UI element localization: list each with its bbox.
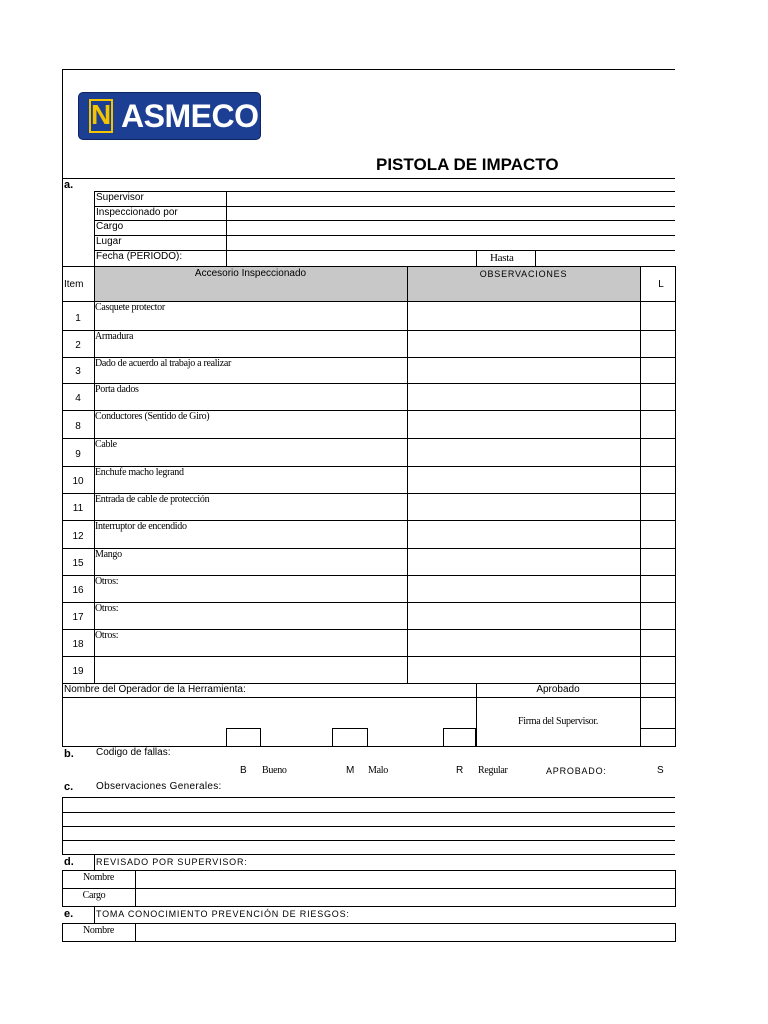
cargo-field[interactable] [227, 221, 674, 234]
frame-top [62, 69, 675, 70]
row-l-field[interactable] [641, 358, 675, 382]
row-item-number: 19 [72, 666, 84, 677]
e-nombre-field[interactable] [136, 924, 674, 941]
company-logo [79, 93, 260, 139]
row-observations-field[interactable] [408, 331, 640, 356]
row-observations-field[interactable] [408, 439, 640, 465]
supervisor-field[interactable] [227, 192, 674, 205]
toma-conocimiento-label: TOMA CONOCIMIENTO PREVENCIÓN DE RIESGOS: [96, 909, 350, 919]
operator-label: Nombre del Operador de la Herramienta: [64, 684, 246, 695]
table-row [62, 629, 675, 656]
code-b-text: Bueno [262, 765, 287, 776]
row-l-field[interactable] [641, 576, 675, 601]
row-accessory-name: Armadura [95, 331, 134, 342]
header-accesorio: Accesorio Inspeccionado [194, 268, 307, 279]
table-right-border [675, 266, 676, 747]
row-observations-field[interactable] [408, 576, 640, 601]
label-inspeccionado: Inspeccionado por [96, 207, 178, 218]
row-accessory-name: Casquete protector [95, 302, 165, 313]
d-nombre-label: Nombre [83, 872, 114, 883]
revisado-label: REVISADO POR SUPERVISOR: [96, 857, 248, 867]
row-accessory-name: Cable [95, 439, 117, 450]
code-box-m[interactable] [332, 728, 368, 747]
row-observations-field[interactable] [408, 521, 640, 547]
label-fecha: Fecha (PERIODO): [96, 251, 183, 262]
row-item-number: 9 [75, 449, 81, 460]
row-observations-field[interactable] [408, 411, 640, 437]
label-cargo: Cargo [96, 221, 124, 232]
observaciones-generales-label: Observaciones Generales: [96, 781, 222, 792]
table-row [62, 357, 675, 383]
page-title: PISTOLA DE IMPACTO [376, 155, 559, 174]
row-accessory-name: Dado de acuerdo al trabajo a realizar [95, 358, 232, 369]
row-item-number: 11 [72, 503, 84, 514]
row-l-field[interactable] [641, 521, 675, 547]
label-hasta: Hasta [490, 252, 514, 264]
row-accessory-name: Mango [95, 549, 122, 560]
row-accessory-name: Interruptor de encendido [95, 521, 187, 532]
header-l: L [658, 279, 664, 290]
aprobado-s: S [657, 765, 664, 776]
table-row [62, 656, 675, 683]
row-observations-field[interactable] [408, 657, 640, 682]
row-item-number: 16 [72, 585, 84, 596]
header-observaciones: OBSERVACIONES [479, 269, 568, 279]
code-b-letter: B [240, 765, 247, 776]
code-m-letter: M [346, 765, 355, 776]
section-d-divider [94, 854, 95, 870]
d-cargo-label: Cargo [82, 890, 106, 901]
section-e-letter: e. [64, 908, 74, 920]
row-item-number: 18 [72, 639, 84, 650]
signature-label: Firma del Supervisor. [517, 716, 599, 727]
row-observations-field[interactable] [408, 358, 640, 382]
general-observations-field[interactable] [63, 798, 675, 854]
header-item: Item [64, 279, 84, 290]
code-r-letter: R [456, 765, 464, 776]
approved-check-field[interactable] [641, 698, 674, 727]
row-l-field[interactable] [641, 384, 675, 409]
table-row [62, 602, 675, 629]
table-row [62, 330, 675, 357]
d-cargo-field[interactable] [136, 889, 674, 906]
code-box-r[interactable] [443, 728, 476, 747]
row-l-field[interactable] [641, 331, 675, 356]
row-item-number: 1 [75, 313, 81, 324]
aprobado-label: APROBADO: [546, 766, 607, 776]
row-l-field[interactable] [641, 657, 675, 682]
row-accessory-name: Entrada de cable de protección [95, 494, 210, 505]
table-row [62, 520, 675, 548]
d-nombre-field[interactable] [136, 871, 674, 887]
section-a-letter: a. [64, 179, 74, 191]
table-row [62, 548, 675, 575]
logo-text: ASMECO [121, 98, 259, 134]
fecha-hasta-field[interactable] [536, 251, 674, 265]
row-item-number: 2 [75, 340, 81, 351]
code-box-b[interactable] [226, 728, 261, 747]
row-accessory-name: Porta dados [95, 384, 139, 395]
table-row [62, 438, 675, 466]
row-accessory-name: Otros: [95, 603, 119, 614]
row-observations-field[interactable] [408, 549, 640, 574]
row-observations-field[interactable] [408, 467, 640, 492]
row-item-number: 15 [72, 558, 84, 569]
row-accessory-name: Enchufe macho legrand [95, 467, 184, 478]
field-divider-left [94, 191, 95, 266]
row-item-number: 4 [75, 393, 81, 404]
label-lugar: Lugar [96, 236, 122, 247]
row-l-field[interactable] [641, 467, 675, 492]
row-l-field[interactable] [641, 302, 675, 329]
row-l-field[interactable] [641, 494, 675, 519]
row-l-field[interactable] [641, 549, 675, 574]
hasta-divider-left [476, 250, 477, 266]
row-accessory-name: Otros: [95, 630, 119, 641]
table-row [62, 575, 675, 602]
row-l-field[interactable] [641, 630, 675, 655]
operator-name-field[interactable] [63, 698, 475, 726]
label-supervisor: Supervisor [96, 192, 144, 203]
codigo-fallas-label: Codigo de fallas: [96, 747, 171, 758]
row-accessory-name: Conductores (Sentido de Giro) [95, 411, 210, 422]
code-m-text: Malo [368, 765, 388, 776]
row-item-number: 3 [75, 366, 81, 377]
table-row [62, 493, 675, 520]
section-b-letter: b. [64, 748, 74, 760]
obs-line [62, 854, 675, 855]
section-c-letter: c. [64, 781, 74, 793]
row-observations-field[interactable] [408, 630, 640, 655]
table-top-line [62, 266, 675, 267]
table-row [62, 410, 675, 438]
section-a-top-line [62, 178, 675, 179]
row-item-number: 8 [75, 421, 81, 432]
row-observations-field[interactable] [408, 603, 640, 628]
lugar-field[interactable] [227, 236, 674, 249]
code-r-text: Regular [478, 765, 508, 776]
row-item-number: 10 [72, 476, 84, 487]
fecha-desde-field[interactable] [227, 251, 475, 265]
row-observations-field[interactable] [408, 302, 640, 329]
row-accessory-name: Otros: [95, 576, 119, 587]
table-row [62, 466, 675, 493]
approved-label: Aprobado [536, 684, 580, 695]
row-observations-field[interactable] [408, 384, 640, 409]
row-item-number: 12 [72, 531, 84, 542]
table-row [62, 383, 675, 410]
row-l-field[interactable] [641, 439, 675, 465]
section-e-divider [94, 906, 95, 923]
row-l-field[interactable] [641, 411, 675, 437]
e-nombre-label: Nombre [83, 925, 114, 936]
row-l-field[interactable] [641, 603, 675, 628]
logo-mark-letter: N [91, 99, 112, 130]
row-item-number: 17 [72, 612, 84, 623]
section-d-letter: d. [64, 856, 74, 868]
approval-box-line [640, 728, 675, 729]
inspeccionado-field[interactable] [227, 207, 674, 219]
table-row [62, 301, 675, 330]
row-observations-field[interactable] [408, 494, 640, 519]
